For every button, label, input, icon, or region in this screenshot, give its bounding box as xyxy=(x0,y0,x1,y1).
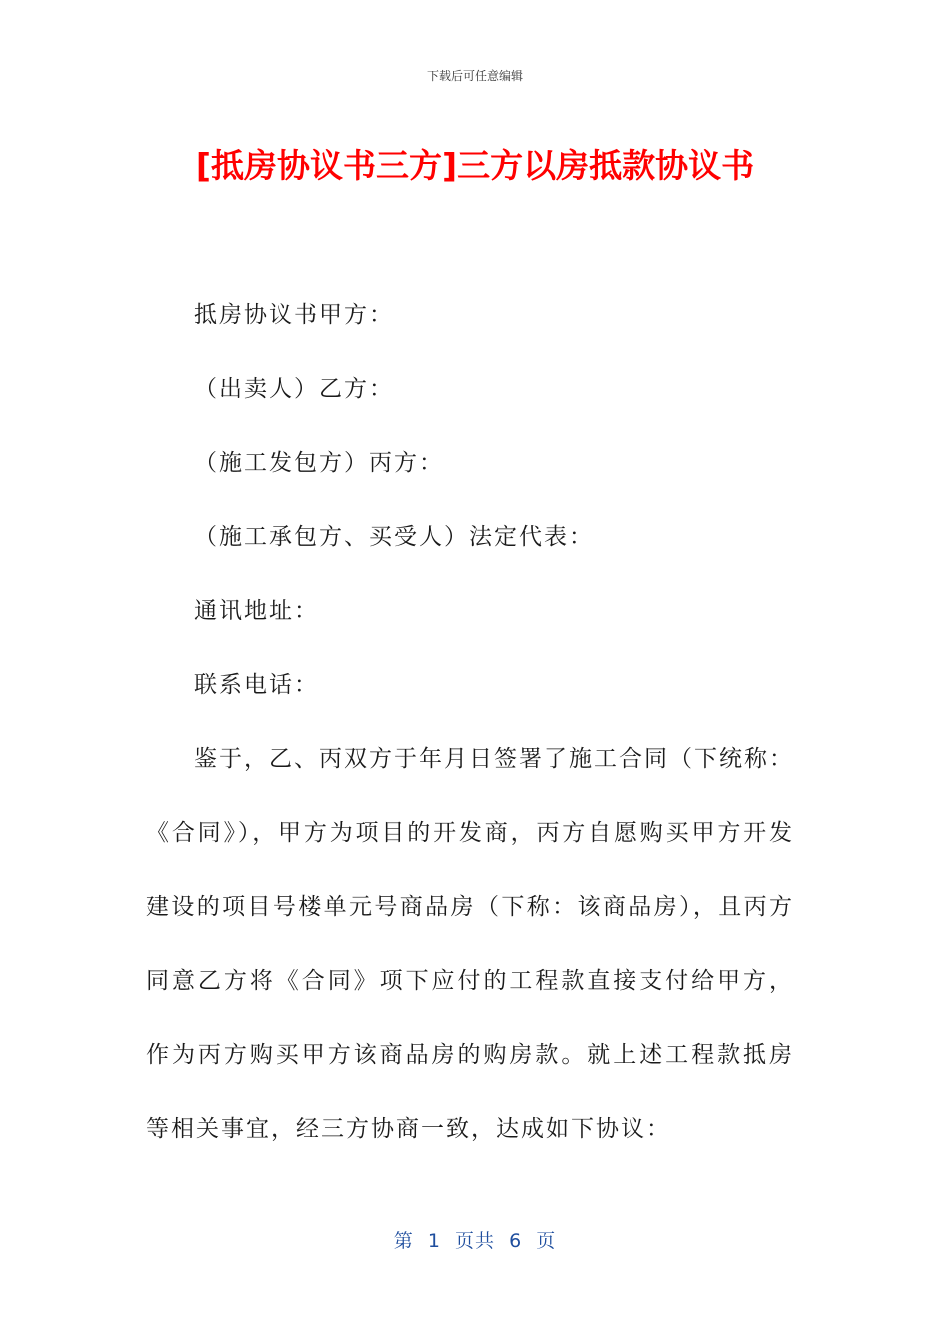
page-number: 第 1 页共 6 页 xyxy=(393,1230,557,1252)
document-title: [抵房协议书三方]三方以房抵款协议书 xyxy=(195,146,755,185)
recital-paragraph: 鉴于，乙、丙双方于年月日签署了施工合同（下统称：《合同》），甲方为项目的开发商，丙方自愿购买甲方开发建设的项目号楼单元号商品房（下称：该商品房），且丙方同意乙方将《合同》项下应付的工程款直接支付给甲方，作为丙方购买甲方该商品房的购房款。就上述工程款抵房等相关事宜，经三方协商一致，达成如下协议： xyxy=(146,746,794,1142)
header-note: 下载后可任意编辑 xyxy=(426,69,523,83)
document-body xyxy=(146,278,794,1166)
party-b-line: （出卖人）乙方： xyxy=(194,376,394,402)
legal-representative-line: （施工承包方、买受人）法定代表： xyxy=(194,524,594,550)
phone-line: 联系电话： xyxy=(194,672,319,698)
party-c-line: （施工发包方）丙方： xyxy=(194,450,444,476)
address-line: 通讯地址： xyxy=(194,598,319,624)
party-a-line: 抵房协议书甲方： xyxy=(194,302,394,328)
page-footer xyxy=(0,1226,950,1253)
